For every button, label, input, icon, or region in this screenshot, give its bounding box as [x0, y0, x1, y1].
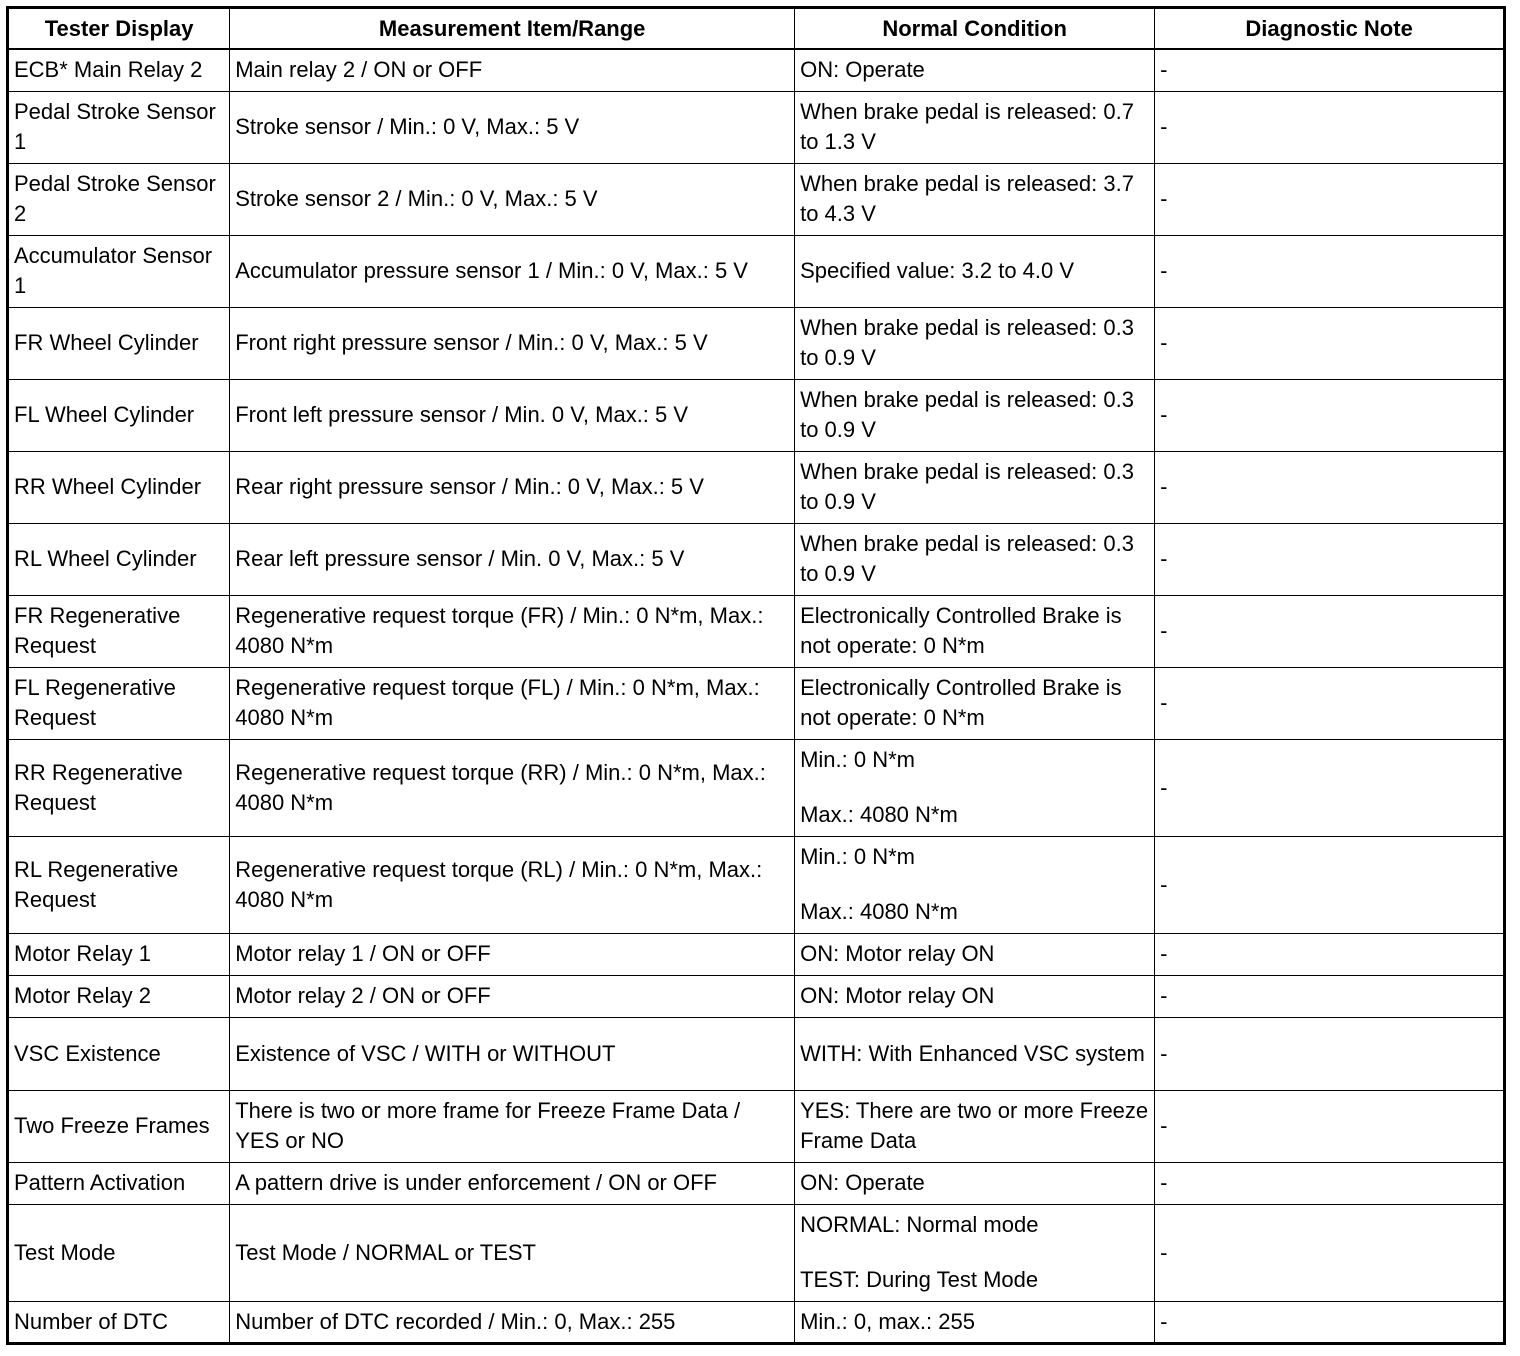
normal-condition-line: When brake pedal is released: 0.3 to 0.9 V	[800, 315, 1134, 370]
normal-condition-line: When brake pedal is released: 3.7 to 4.3 V	[800, 171, 1134, 226]
table-row	[8, 163, 1505, 235]
normal-condition-cell	[795, 1162, 1155, 1204]
table-row	[8, 1017, 1505, 1090]
tester-display-cell: RR Wheel Cylinder	[8, 451, 230, 523]
tester-display-cell: FR Regenerative Request	[8, 595, 230, 667]
table-row	[8, 975, 1505, 1017]
table-row	[8, 933, 1505, 975]
normal-condition-line: Min.: 0 N*m	[800, 747, 915, 772]
measurement-item-cell: Number of DTC recorded / Min.: 0, Max.: 255	[230, 1301, 795, 1343]
diagnostic-note-cell: -	[1155, 1090, 1505, 1162]
normal-condition-line: When brake pedal is released: 0.3 to 0.9 V	[800, 387, 1134, 442]
tester-display-cell: Number of DTC	[8, 1301, 230, 1343]
table-row	[8, 91, 1505, 163]
normal-condition-cell	[795, 975, 1155, 1017]
measurement-item-cell: There is two or more frame for Freeze Frame Data / YES or NO	[230, 1090, 795, 1162]
table-header-row	[8, 8, 1505, 50]
data-list-table-container	[6, 6, 1506, 1345]
table-body	[8, 49, 1505, 1343]
diagnostic-note-cell: -	[1155, 49, 1505, 91]
normal-condition-line: ON: Motor relay ON	[800, 941, 995, 966]
normal-condition-line: TEST: During Test Mode	[800, 1267, 1039, 1292]
diagnostic-note-cell: -	[1155, 1162, 1505, 1204]
normal-condition-cell	[795, 49, 1155, 91]
table-row	[8, 307, 1505, 379]
diagnostic-note-cell: -	[1155, 667, 1505, 739]
normal-condition-cell	[795, 451, 1155, 523]
measurement-item-cell: Accumulator pressure sensor 1 / Min.: 0 V, Max.: 5 V	[230, 235, 795, 307]
measurement-item-cell: Motor relay 1 / ON or OFF	[230, 933, 795, 975]
table-row	[8, 379, 1505, 451]
diagnostic-note-cell: -	[1155, 91, 1505, 163]
header-normal-condition: Normal Condition	[795, 8, 1155, 50]
measurement-item-cell: Front right pressure sensor / Min.: 0 V, Max.: 5 V	[230, 307, 795, 379]
tester-display-cell: Accumulator Sensor 1	[8, 235, 230, 307]
diagnostic-note-cell: -	[1155, 307, 1505, 379]
data-list-table	[6, 6, 1506, 1345]
table-row	[8, 836, 1505, 933]
tester-display-cell: ECB* Main Relay 2	[8, 49, 230, 91]
tester-display-cell: FL Wheel Cylinder	[8, 379, 230, 451]
normal-condition-line: Specified value: 3.2 to 4.0 V	[800, 258, 1075, 283]
normal-condition-line: Max.: 4080 N*m	[800, 899, 958, 924]
diagnostic-note-cell: -	[1155, 1204, 1505, 1301]
normal-condition-line: ON: Motor relay ON	[800, 983, 995, 1008]
normal-condition-line: When brake pedal is released: 0.3 to 0.9 V	[800, 531, 1134, 586]
table-row	[8, 235, 1505, 307]
normal-condition-line: WITH: With Enhanced VSC system	[800, 1040, 1145, 1066]
table-row	[8, 1204, 1505, 1301]
normal-condition-cell	[795, 1301, 1155, 1343]
table-row	[8, 667, 1505, 739]
measurement-item-cell: Regenerative request torque (FL) / Min.: 0 N*m, Max.: 4080 N*m	[230, 667, 795, 739]
normal-condition-line: When brake pedal is released: 0.3 to 0.9 V	[800, 459, 1134, 514]
measurement-item-cell: Existence of VSC / WITH or WITHOUT	[230, 1017, 795, 1090]
diagnostic-note-cell: -	[1155, 523, 1505, 595]
header-diagnostic-note: Diagnostic Note	[1155, 8, 1505, 50]
normal-condition-cell	[795, 523, 1155, 595]
normal-condition-line: When brake pedal is released: 0.7 to 1.3 V	[800, 99, 1134, 154]
normal-condition-cell	[795, 1090, 1155, 1162]
tester-display-cell: Pattern Activation	[8, 1162, 230, 1204]
tester-display-cell: FL Regenerative Request	[8, 667, 230, 739]
table-row	[8, 739, 1505, 836]
diagnostic-note-cell: -	[1155, 379, 1505, 451]
measurement-item-cell: Regenerative request torque (RR) / Min.: 0 N*m, Max.: 4080 N*m	[230, 739, 795, 836]
diagnostic-note-cell: -	[1155, 451, 1505, 523]
normal-condition-line: ON: Operate	[800, 57, 925, 83]
tester-display-cell: RL Wheel Cylinder	[8, 523, 230, 595]
measurement-item-cell: Stroke sensor 2 / Min.: 0 V, Max.: 5 V	[230, 163, 795, 235]
tester-display-cell: VSC Existence	[8, 1017, 230, 1090]
table-row	[8, 1162, 1505, 1204]
tester-display-cell: Test Mode	[8, 1204, 230, 1301]
normal-condition-line: Electronically Controlled Brake is not operate: 0 N*m	[800, 675, 1122, 730]
table-row	[8, 595, 1505, 667]
diagnostic-note-cell: -	[1155, 163, 1505, 235]
tester-display-cell: Motor Relay 2	[8, 975, 230, 1017]
measurement-item-cell: Front left pressure sensor / Min. 0 V, Max.: 5 V	[230, 379, 795, 451]
diagnostic-note-cell: -	[1155, 595, 1505, 667]
tester-display-cell: Two Freeze Frames	[8, 1090, 230, 1162]
diagnostic-note-cell: -	[1155, 235, 1505, 307]
normal-condition-line: ON: Operate	[800, 1170, 925, 1195]
normal-condition-line: NORMAL: Normal mode	[800, 1212, 1039, 1237]
measurement-item-cell: Stroke sensor / Min.: 0 V, Max.: 5 V	[230, 91, 795, 163]
measurement-item-cell: Regenerative request torque (FR) / Min.: 0 N*m, Max.: 4080 N*m	[230, 595, 795, 667]
table-row	[8, 523, 1505, 595]
normal-condition-line: Electronically Controlled Brake is not operate: 0 N*m	[800, 603, 1122, 658]
tester-display-cell: Pedal Stroke Sensor 2	[8, 163, 230, 235]
measurement-item-cell: Motor relay 2 / ON or OFF	[230, 975, 795, 1017]
normal-condition-line: Max.: 4080 N*m	[800, 802, 958, 827]
normal-condition-cell	[795, 163, 1155, 235]
diagnostic-note-cell: -	[1155, 739, 1505, 836]
diagnostic-note-cell: -	[1155, 1017, 1505, 1090]
normal-condition-cell	[795, 836, 1155, 933]
table-row	[8, 1301, 1505, 1343]
normal-condition-line: YES: There are two or more Freeze Frame Data	[800, 1098, 1149, 1153]
tester-display-cell: RR Regenerative Request	[8, 739, 230, 836]
tester-display-cell: Pedal Stroke Sensor 1	[8, 91, 230, 163]
normal-condition-cell	[795, 1204, 1155, 1301]
normal-condition-cell	[795, 595, 1155, 667]
normal-condition-cell	[795, 1017, 1155, 1090]
normal-condition-cell	[795, 379, 1155, 451]
header-tester-display: Tester Display	[8, 8, 230, 50]
measurement-item-cell: Regenerative request torque (RL) / Min.: 0 N*m, Max.: 4080 N*m	[230, 836, 795, 933]
tester-display-cell: Motor Relay 1	[8, 933, 230, 975]
table-row	[8, 451, 1505, 523]
diagnostic-note-cell: -	[1155, 975, 1505, 1017]
diagnostic-note-cell: -	[1155, 836, 1505, 933]
tester-display-cell: FR Wheel Cylinder	[8, 307, 230, 379]
diagnostic-note-cell: -	[1155, 933, 1505, 975]
normal-condition-cell	[795, 307, 1155, 379]
measurement-item-cell: Rear right pressure sensor / Min.: 0 V, Max.: 5 V	[230, 451, 795, 523]
header-measurement-item: Measurement Item/Range	[230, 8, 795, 50]
normal-condition-cell	[795, 739, 1155, 836]
normal-condition-cell	[795, 933, 1155, 975]
normal-condition-line: Min.: 0, max.: 255	[800, 1308, 975, 1334]
normal-condition-cell	[795, 91, 1155, 163]
measurement-item-cell: Rear left pressure sensor / Min. 0 V, Max.: 5 V	[230, 523, 795, 595]
normal-condition-cell	[795, 235, 1155, 307]
measurement-item-cell: A pattern drive is under enforcement / ON or OFF	[230, 1162, 795, 1204]
measurement-item-cell: Test Mode / NORMAL or TEST	[230, 1204, 795, 1301]
normal-condition-cell	[795, 667, 1155, 739]
normal-condition-line: Min.: 0 N*m	[800, 844, 915, 869]
tester-display-cell: RL Regenerative Request	[8, 836, 230, 933]
measurement-item-cell: Main relay 2 / ON or OFF	[230, 49, 795, 91]
table-row	[8, 1090, 1505, 1162]
diagnostic-note-cell: -	[1155, 1301, 1505, 1343]
table-row	[8, 49, 1505, 91]
